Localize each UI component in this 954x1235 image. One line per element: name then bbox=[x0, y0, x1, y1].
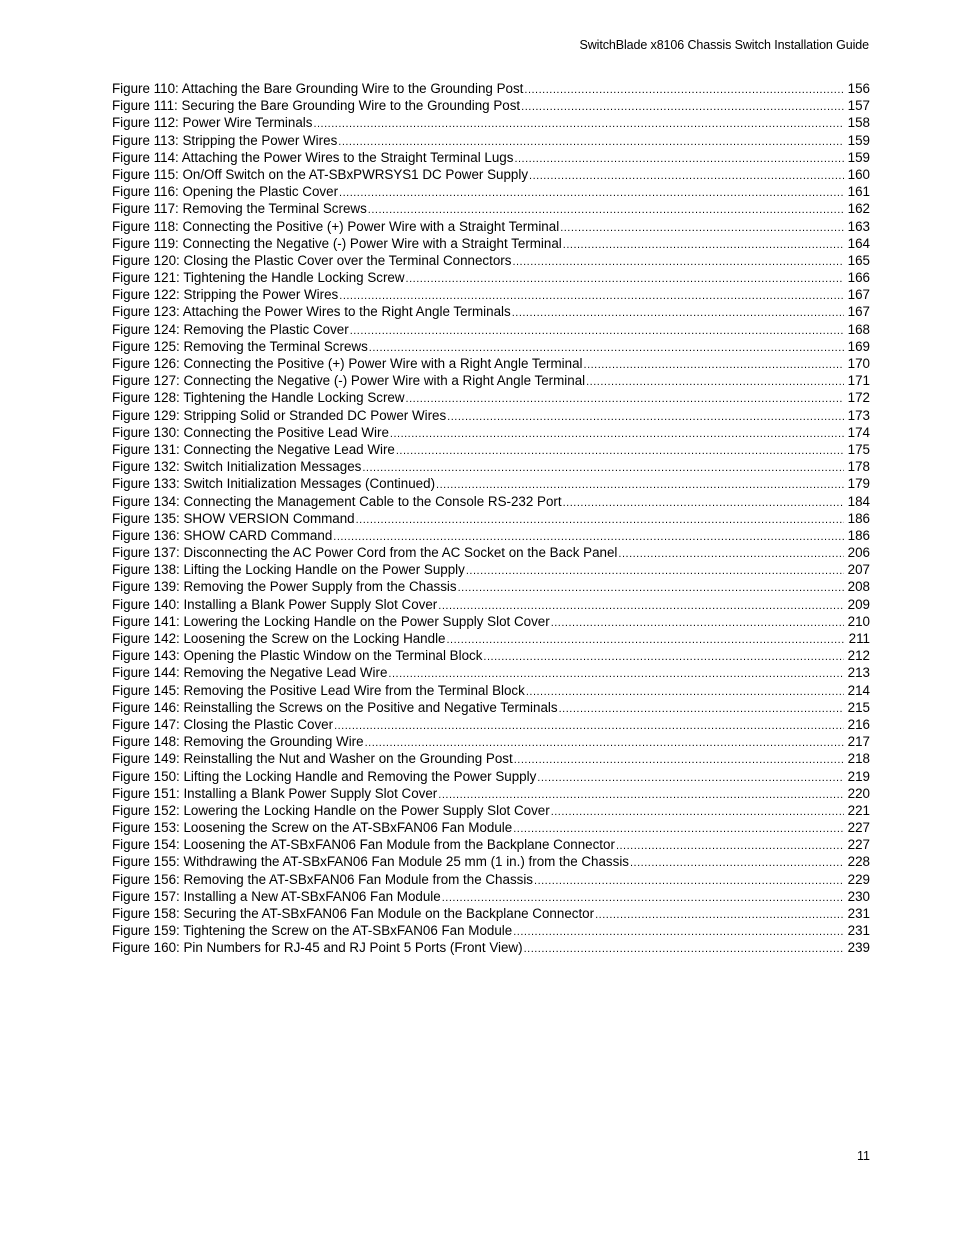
running-header: SwitchBlade x8106 Chassis Switch Installation Guide bbox=[579, 38, 869, 52]
toc-entry-title[interactable]: Figure 152: Lowering the Locking Handle on the Power Supply Slot Cover bbox=[112, 802, 550, 818]
toc-entry-page[interactable]: 207 bbox=[847, 562, 870, 578]
toc-entry-page[interactable]: 175 bbox=[847, 441, 870, 457]
dot-leader bbox=[586, 374, 844, 389]
toc-entry[interactable] bbox=[112, 475, 870, 492]
toc-entry-page[interactable]: 212 bbox=[847, 648, 870, 664]
toc-entry-page[interactable]: 186 bbox=[847, 510, 870, 526]
toc-entry-title[interactable]: Figure 133: Switch Initialization Messages (Continued) bbox=[112, 476, 436, 492]
dot-leader bbox=[438, 598, 843, 613]
toc-entry[interactable] bbox=[112, 97, 870, 114]
toc-entry-title[interactable]: Figure 124: Removing the Plastic Cover bbox=[112, 321, 349, 337]
toc-entry-page[interactable]: 230 bbox=[847, 888, 870, 904]
toc-entry[interactable] bbox=[112, 871, 870, 888]
toc-entry-page[interactable]: 229 bbox=[847, 871, 870, 887]
toc-entry-title[interactable]: Figure 130: Connecting the Positive Lead Wire bbox=[112, 424, 389, 440]
toc-entry-title[interactable]: Figure 123: Attaching the Power Wires to the Right Angle Terminals bbox=[112, 304, 511, 320]
toc-entry-title[interactable]: Figure 138: Lifting the Locking Handle on the Power Supply bbox=[112, 562, 465, 578]
toc-entry-title[interactable]: Figure 110: Attaching the Bare Grounding Wire to the Grounding Post bbox=[112, 81, 524, 96]
toc-entry[interactable] bbox=[112, 939, 870, 956]
dot-leader bbox=[526, 684, 844, 699]
toc-entry[interactable] bbox=[112, 114, 870, 131]
toc-entry-title[interactable]: Figure 149: Reinstalling the Nut and Washer on the Grounding Post bbox=[112, 751, 513, 767]
toc-entry-page[interactable]: 227 bbox=[847, 837, 870, 853]
toc-entry[interactable] bbox=[112, 80, 870, 97]
toc-entry[interactable] bbox=[112, 407, 870, 424]
dot-leader bbox=[537, 770, 843, 785]
toc-entry-page[interactable]: 158 bbox=[847, 115, 870, 131]
toc-entry-page[interactable]: 157 bbox=[847, 98, 870, 114]
toc-entry[interactable] bbox=[112, 819, 870, 836]
dot-leader bbox=[534, 873, 844, 888]
toc-entry[interactable] bbox=[112, 664, 870, 681]
toc-entry-title[interactable]: Figure 148: Removing the Grounding Wire bbox=[112, 734, 364, 750]
toc-entry[interactable] bbox=[112, 166, 870, 183]
toc-entry-title[interactable]: Figure 122: Stripping the Power Wires bbox=[112, 287, 339, 303]
toc-entry[interactable] bbox=[112, 235, 870, 252]
dot-leader bbox=[350, 323, 844, 338]
dot-leader bbox=[313, 116, 843, 131]
toc-entry-page[interactable]: 165 bbox=[847, 252, 870, 268]
toc-entry-title[interactable]: Figure 141: Lowering the Locking Handle on the Power Supply Slot Cover bbox=[112, 613, 550, 629]
dot-leader bbox=[447, 409, 843, 424]
toc-entry[interactable] bbox=[112, 922, 870, 939]
toc-entry[interactable] bbox=[112, 252, 870, 269]
dot-leader bbox=[560, 220, 843, 235]
toc-entry-title[interactable]: Figure 146: Reinstalling the Screws on the Positive and Negative Terminals bbox=[112, 699, 558, 715]
toc-entry-title[interactable]: Figure 128: Tightening the Handle Locking Screw bbox=[112, 390, 405, 406]
toc-entry-page[interactable]: 167 bbox=[847, 304, 870, 320]
toc-entry[interactable] bbox=[112, 647, 870, 664]
toc-entry[interactable] bbox=[112, 802, 870, 819]
dot-leader bbox=[616, 838, 844, 853]
dot-leader bbox=[512, 254, 843, 269]
toc-entry-title[interactable]: Figure 147: Closing the Plastic Cover bbox=[112, 716, 334, 732]
dot-leader bbox=[368, 202, 844, 217]
dot-leader bbox=[458, 580, 844, 595]
toc-entry-title[interactable]: Figure 121: Tightening the Handle Locking Screw bbox=[112, 270, 405, 286]
toc-entry-title[interactable]: Figure 113: Stripping the Power Wires bbox=[112, 132, 338, 148]
dot-leader bbox=[438, 787, 843, 802]
toc-entry-page[interactable]: 208 bbox=[847, 579, 870, 595]
toc-entry-page[interactable]: 219 bbox=[847, 768, 870, 784]
toc-entry-page[interactable]: 159 bbox=[847, 132, 870, 148]
toc-entry-title[interactable]: Figure 120: Closing the Plastic Cover over the Terminal Connectors bbox=[112, 252, 512, 268]
toc-entry-page[interactable]: 163 bbox=[847, 218, 870, 234]
dot-leader bbox=[333, 529, 843, 544]
toc-entry[interactable] bbox=[112, 132, 870, 149]
toc-entry-page[interactable]: 169 bbox=[847, 338, 870, 354]
dot-leader bbox=[512, 305, 844, 320]
toc-entry-title[interactable]: Figure 119: Connecting the Negative (-) Power Wire with a Straight Terminal bbox=[112, 235, 562, 251]
toc-entry[interactable] bbox=[112, 424, 870, 441]
toc-entry-title[interactable]: Figure 129: Stripping Solid or Stranded DC Power Wires bbox=[112, 407, 447, 423]
toc-entry-title[interactable]: Figure 139: Removing the Power Supply from the Chassis bbox=[112, 579, 457, 595]
dot-leader bbox=[595, 907, 844, 922]
dot-leader bbox=[339, 185, 844, 200]
toc-entry-page[interactable]: 221 bbox=[847, 802, 870, 818]
toc-entry-title[interactable]: Figure 135: SHOW VERSION Command bbox=[112, 510, 355, 526]
toc-entry-page[interactable]: 172 bbox=[847, 390, 870, 406]
dot-leader bbox=[513, 924, 843, 939]
toc-entry-title[interactable]: Figure 158: Securing the AT-SBxFAN06 Fan Module on the Backplane Connector bbox=[112, 906, 595, 921]
toc-entry-page[interactable]: 217 bbox=[847, 734, 870, 750]
toc-entry[interactable] bbox=[112, 527, 870, 544]
toc-entry[interactable] bbox=[112, 389, 870, 406]
dot-leader bbox=[365, 735, 844, 750]
toc-entry[interactable] bbox=[112, 493, 870, 510]
toc-entry[interactable] bbox=[112, 596, 870, 613]
dot-leader bbox=[338, 134, 843, 149]
toc-entry-page[interactable]: 231 bbox=[847, 906, 870, 921]
dot-leader bbox=[390, 426, 844, 441]
toc-entry[interactable] bbox=[112, 836, 870, 853]
toc-entry-title[interactable]: Figure 116: Opening the Plastic Cover bbox=[112, 184, 339, 200]
toc-entry[interactable] bbox=[112, 303, 870, 320]
toc-entry[interactable] bbox=[112, 338, 870, 355]
toc-entry-page[interactable]: 231 bbox=[847, 923, 870, 939]
dot-leader bbox=[551, 615, 844, 630]
toc-entry[interactable] bbox=[112, 905, 870, 922]
toc-entry-page[interactable]: 160 bbox=[847, 166, 870, 182]
toc-entry-title[interactable]: Figure 136: SHOW CARD Command bbox=[112, 527, 333, 543]
dot-leader bbox=[356, 512, 844, 527]
dot-leader bbox=[369, 340, 844, 355]
toc-entry-page[interactable]: 227 bbox=[847, 820, 870, 836]
toc-entry[interactable] bbox=[112, 544, 870, 561]
toc-entry[interactable] bbox=[112, 578, 870, 595]
toc-entry-title[interactable]: Figure 118: Connecting the Positive (+) Power Wire with a Straight Terminal bbox=[112, 218, 560, 234]
toc-entry-title[interactable]: Figure 143: Opening the Plastic Window on the Terminal Block bbox=[112, 648, 483, 664]
toc-entry-page[interactable]: 184 bbox=[847, 493, 870, 509]
dot-leader bbox=[447, 632, 845, 647]
dot-leader bbox=[618, 546, 843, 561]
toc-entry-title[interactable]: Figure 126: Connecting the Positive (+) Power Wire with a Right Angle Terminal bbox=[112, 356, 583, 371]
toc-entry-title[interactable]: Figure 144: Removing the Negative Lead Wire bbox=[112, 665, 388, 681]
toc-entry-page[interactable]: 216 bbox=[847, 716, 870, 732]
toc-entry-title[interactable]: Figure 140: Installing a Blank Power Supply Slot Cover bbox=[112, 596, 438, 612]
toc-entry-page[interactable]: 168 bbox=[847, 321, 870, 337]
dot-leader bbox=[396, 443, 844, 458]
toc-entry-page[interactable]: 170 bbox=[847, 356, 870, 371]
toc-entry[interactable] bbox=[112, 888, 870, 905]
toc-entry-title[interactable]: Figure 159: Tightening the Screw on the AT-SBxFAN06 Fan Module bbox=[112, 923, 513, 939]
toc-entry-title[interactable]: Figure 111: Securing the Bare Grounding Wire to the Grounding Post bbox=[112, 98, 521, 114]
toc-entry-title[interactable]: Figure 114: Attaching the Power Wires to the Straight Terminal Lugs bbox=[112, 149, 514, 165]
toc-entry-title[interactable]: Figure 134: Connecting the Management Cable to the Console RS-232 Port bbox=[112, 493, 562, 509]
dot-leader bbox=[436, 477, 844, 492]
toc-entry-page[interactable]: 173 bbox=[847, 407, 870, 423]
toc-entry-page[interactable]: 211 bbox=[848, 631, 870, 646]
toc-entry-title[interactable]: Figure 117: Removing the Terminal Screws bbox=[112, 201, 367, 217]
dot-leader bbox=[406, 391, 844, 406]
toc-entry[interactable] bbox=[112, 441, 870, 458]
toc-entry[interactable] bbox=[112, 510, 870, 527]
toc-entry[interactable] bbox=[112, 561, 870, 578]
toc-entry-title[interactable]: Figure 153: Loosening the Screw on the AT-SBxFAN06 Fan Module bbox=[112, 820, 513, 836]
toc-entry-page[interactable]: 179 bbox=[847, 476, 870, 492]
dot-leader bbox=[524, 82, 843, 97]
dot-leader bbox=[466, 563, 844, 578]
toc-entry[interactable] bbox=[112, 613, 870, 630]
dot-leader bbox=[406, 271, 844, 286]
dot-leader bbox=[551, 804, 844, 819]
toc-entry-page[interactable]: 166 bbox=[847, 270, 870, 286]
dot-leader bbox=[630, 855, 844, 870]
toc-entry[interactable] bbox=[112, 699, 870, 716]
toc-entry-title[interactable]: Figure 115: On/Off Switch on the AT-SBxPWRSYS1 DC Power Supply bbox=[112, 166, 529, 182]
toc-entry-page[interactable]: 186 bbox=[847, 527, 870, 543]
toc-entry-title[interactable]: Figure 155: Withdrawing the AT-SBxFAN06 Fan Module 25 mm (1 in.) from the Chassis bbox=[112, 854, 629, 870]
toc-entry-page[interactable]: 171 bbox=[847, 373, 870, 389]
dot-leader bbox=[529, 168, 844, 183]
dot-leader bbox=[584, 357, 844, 372]
toc-entry-title[interactable]: Figure 127: Connecting the Negative (-) Power Wire with a Right Angle Terminal bbox=[112, 373, 586, 389]
toc-entry-page[interactable]: 167 bbox=[847, 287, 870, 303]
toc-entry-title[interactable]: Figure 142: Loosening the Screw on the Locking Handle bbox=[112, 631, 446, 646]
dot-leader bbox=[362, 460, 843, 475]
dot-leader bbox=[513, 821, 843, 836]
toc-entry[interactable] bbox=[112, 733, 870, 750]
toc-entry-title[interactable]: Figure 145: Removing the Positive Lead Wire from the Terminal Block bbox=[112, 682, 525, 698]
dot-leader bbox=[442, 890, 844, 905]
toc-entry[interactable] bbox=[112, 355, 870, 372]
toc-entry-page[interactable]: 218 bbox=[847, 751, 870, 767]
list-of-figures bbox=[112, 80, 870, 957]
toc-entry-page[interactable]: 239 bbox=[847, 940, 870, 956]
toc-entry[interactable] bbox=[112, 183, 870, 200]
dot-leader bbox=[514, 151, 843, 166]
dot-leader bbox=[563, 237, 844, 252]
toc-entry[interactable] bbox=[112, 269, 870, 286]
toc-entry[interactable] bbox=[112, 750, 870, 767]
toc-entry-title[interactable]: Figure 154: Loosening the AT-SBxFAN06 Fan Module from the Backplane Connector bbox=[112, 837, 615, 853]
toc-entry-title[interactable]: Figure 150: Lifting the Locking Handle and Removing the Power Supply bbox=[112, 768, 537, 784]
toc-entry-page[interactable]: 209 bbox=[847, 596, 870, 612]
toc-entry-page[interactable]: 215 bbox=[847, 699, 870, 715]
dot-leader bbox=[339, 288, 843, 303]
toc-entry[interactable] bbox=[112, 149, 870, 166]
toc-entry[interactable] bbox=[112, 785, 870, 802]
toc-entry-page[interactable]: 174 bbox=[847, 424, 870, 440]
toc-entry-page[interactable]: 206 bbox=[847, 545, 870, 561]
dot-leader bbox=[563, 495, 844, 510]
toc-entry[interactable] bbox=[112, 286, 870, 303]
toc-entry-page[interactable]: 228 bbox=[847, 854, 870, 870]
toc-entry[interactable] bbox=[112, 716, 870, 733]
toc-entry-page[interactable]: 159 bbox=[847, 149, 870, 165]
toc-entry-page[interactable]: 164 bbox=[847, 235, 870, 251]
dot-leader bbox=[514, 752, 844, 767]
toc-entry-page[interactable]: 213 bbox=[847, 665, 870, 681]
toc-entry-page[interactable]: 214 bbox=[847, 682, 870, 698]
toc-entry-page[interactable]: 220 bbox=[847, 785, 870, 801]
toc-entry-title[interactable]: Figure 112: Power Wire Terminals bbox=[112, 115, 313, 131]
toc-entry-title[interactable]: Figure 132: Switch Initialization Messages bbox=[112, 459, 362, 475]
toc-entry-title[interactable]: Figure 156: Removing the AT-SBxFAN06 Fan Module from the Chassis bbox=[112, 871, 534, 887]
toc-entry-page[interactable]: 156 bbox=[847, 81, 870, 96]
dot-leader bbox=[483, 649, 843, 664]
toc-entry[interactable] bbox=[112, 200, 870, 217]
toc-entry[interactable] bbox=[112, 372, 870, 389]
toc-entry-page[interactable]: 210 bbox=[847, 613, 870, 629]
toc-entry-page[interactable]: 161 bbox=[847, 184, 870, 200]
toc-entry[interactable] bbox=[112, 630, 870, 647]
toc-entry-title[interactable]: Figure 131: Connecting the Negative Lead Wire bbox=[112, 441, 395, 457]
dot-leader bbox=[334, 718, 844, 733]
page-number: 11 bbox=[857, 1149, 870, 1163]
toc-entry[interactable] bbox=[112, 218, 870, 235]
toc-entry[interactable] bbox=[112, 768, 870, 785]
toc-entry-title[interactable]: Figure 125: Removing the Terminal Screws bbox=[112, 338, 368, 354]
dot-leader bbox=[524, 941, 844, 956]
toc-entry[interactable] bbox=[112, 321, 870, 338]
toc-entry[interactable] bbox=[112, 458, 870, 475]
dot-leader bbox=[521, 99, 844, 114]
toc-entry-title[interactable]: Figure 157: Installing a New AT-SBxFAN06 Fan Module bbox=[112, 888, 441, 904]
toc-entry[interactable] bbox=[112, 853, 870, 870]
toc-entry-page[interactable]: 178 bbox=[847, 459, 870, 475]
toc-entry-title[interactable]: Figure 151: Installing a Blank Power Supply Slot Cover bbox=[112, 785, 438, 801]
toc-entry-title[interactable]: Figure 160: Pin Numbers for RJ-45 and RJ Point 5 Ports (Front View) bbox=[112, 940, 523, 956]
toc-entry[interactable] bbox=[112, 682, 870, 699]
dot-leader bbox=[559, 701, 844, 716]
toc-entry-title[interactable]: Figure 137: Disconnecting the AC Power Cord from the AC Socket on the Back Panel bbox=[112, 545, 618, 561]
toc-entry-page[interactable]: 162 bbox=[847, 201, 870, 217]
dot-leader bbox=[388, 666, 843, 681]
